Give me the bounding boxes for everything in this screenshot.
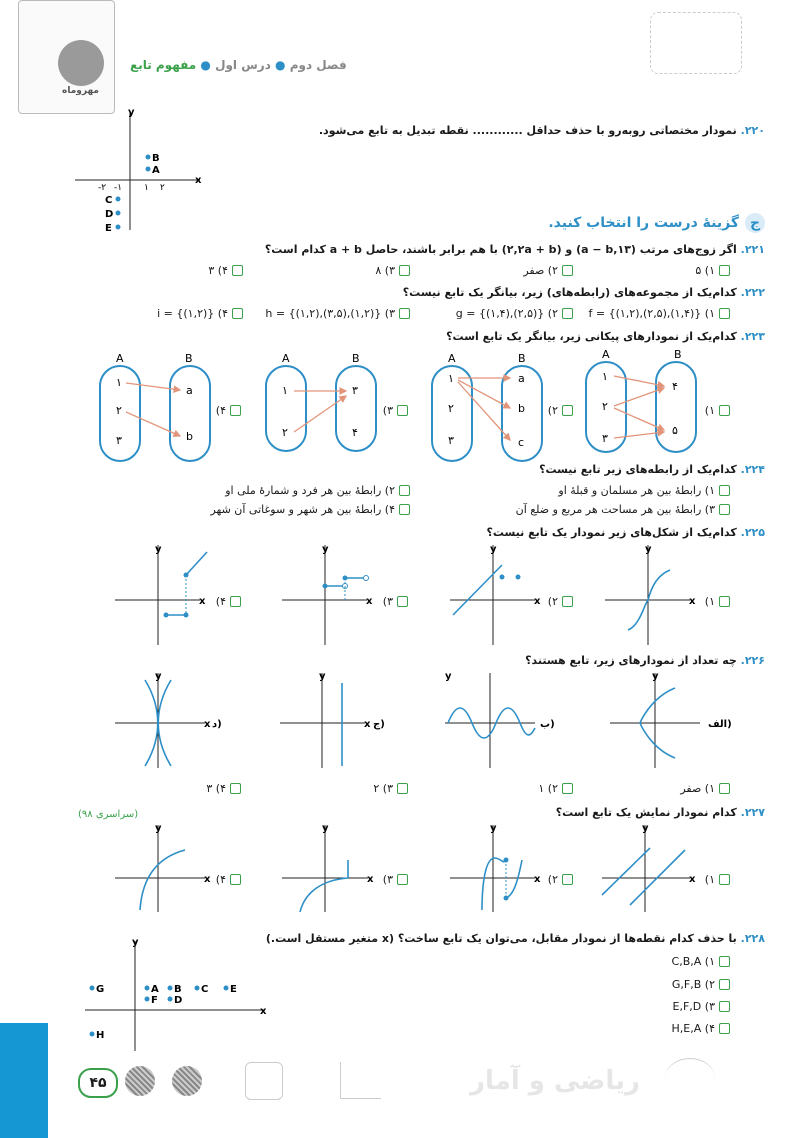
q223-option-4[interactable] [216, 404, 241, 417]
checkbox[interactable] [719, 504, 730, 515]
graph-1 [602, 823, 696, 912]
q222-option-1[interactable] [589, 307, 730, 320]
element: ۱ [282, 384, 288, 397]
option-label: ۴) [215, 404, 226, 417]
header-decoration-right [650, 12, 742, 74]
point-label: A [152, 165, 160, 176]
question-text: کدام‌یک از مجموعه‌های (رابطه‌های) زیر، بیانگر یک تابع نیست؟ [402, 286, 737, 299]
breadcrumb-topic: مفهوم تابع [130, 58, 197, 72]
element: b [518, 402, 525, 415]
q227-graphs [110, 820, 710, 915]
checkbox[interactable] [562, 783, 573, 794]
graph-label: ب) [540, 719, 555, 730]
option-label: ۴) رابطهٔ بین هر شهر و سوغاتی آن شهر [210, 503, 395, 516]
point-C [116, 197, 121, 202]
element: ۳ [352, 384, 358, 397]
checkbox[interactable] [719, 783, 730, 794]
axis-x-label: x [195, 175, 202, 186]
question-text: کدام‌یک از شکل‌های زیر نمودار یک تابع نیست؟ [486, 526, 737, 539]
element: b [186, 430, 193, 443]
footer-umbrella-icon [665, 1058, 715, 1099]
option-label: ۴) [215, 873, 226, 886]
q224-option-1[interactable] [558, 484, 730, 497]
checkbox[interactable] [399, 308, 410, 319]
question-source: (سراسری ۹۸) [78, 809, 139, 820]
checkbox[interactable] [230, 783, 241, 794]
checkbox[interactable] [719, 874, 730, 885]
checkbox[interactable] [719, 596, 730, 607]
option-label: ۳) ۸ [375, 264, 395, 277]
graph-2 [450, 823, 541, 912]
arrow-diagram-3 [266, 352, 376, 451]
q221-option-4[interactable] [208, 264, 243, 277]
axis-y-label: y [652, 671, 659, 682]
checkbox[interactable] [230, 596, 241, 607]
tick-label: -۲ [98, 183, 107, 193]
q223-option-3[interactable] [383, 404, 408, 417]
q221-option-2[interactable] [523, 264, 573, 277]
question-number: ۲۲۵. [740, 526, 765, 539]
tick-label: ۱ [144, 183, 149, 193]
axis-y-label: y [128, 107, 135, 118]
graph-c [280, 671, 385, 768]
axis-y-label: y [132, 937, 139, 948]
question-224 [539, 463, 765, 476]
arrow-diagram-2 [432, 352, 542, 461]
question-text: چه تعداد از نمودارهای زیر، تابع هستند؟ [525, 654, 737, 667]
question-text: کدام نمودار نمایش یک تابع است؟ [555, 806, 737, 819]
q225-option-4[interactable] [216, 595, 241, 608]
logo [58, 40, 104, 86]
element: ۳ [116, 434, 122, 447]
footer-gray-disc [125, 1066, 155, 1096]
option-label: ۴) H,E,A [671, 1022, 715, 1035]
question-227 [556, 806, 765, 819]
point-label: C [201, 984, 209, 995]
option-label: ۴) ۳ [208, 264, 228, 277]
option-label: ۴) i = {(۱,۲)} [157, 307, 228, 320]
graph-2 [450, 544, 541, 645]
q223-option-2[interactable] [548, 404, 573, 417]
option-label: ۴) [215, 595, 226, 608]
question-number: ۲۲۴. [740, 463, 765, 476]
checkbox[interactable] [397, 405, 408, 416]
option-label: ۳) ۲ [373, 782, 393, 795]
set-label: A [282, 352, 290, 365]
element: c [518, 436, 525, 449]
breadcrumb-dot: ● [200, 58, 211, 72]
question-text: با حذف کدام نقطه‌ها از نمودار مقابل، می‌توان یک تابع ساخت؟ (x متغیر مستقل است.) [265, 932, 737, 945]
footer-dice-icon [245, 1062, 283, 1100]
q226-option-1[interactable] [680, 782, 730, 795]
option-label: ۱) [704, 873, 715, 886]
checkbox[interactable] [719, 485, 730, 496]
q228-option-2[interactable] [672, 978, 730, 991]
footer-chart-icon [340, 1062, 381, 1099]
logo-text: مهروماه [62, 86, 99, 96]
checkbox[interactable] [397, 783, 408, 794]
element: ۴ [352, 426, 358, 439]
graph-label: الف) [708, 719, 732, 730]
axis-y-label: y [322, 544, 329, 555]
checkbox[interactable] [397, 874, 408, 885]
option-label: ۲) [547, 873, 558, 886]
question-text: کدام‌یک از رابطه‌های زیر تابع نیست؟ [539, 463, 737, 476]
graph-4 [115, 823, 211, 912]
option-label: ۳) h = {(۱,۲),(۳,۵),(۱,۲)} [265, 307, 395, 320]
q220-graph [70, 105, 210, 235]
section-title: گزینهٔ درست را انتخاب کنید. [548, 215, 739, 231]
element: ۱ [448, 372, 454, 385]
graph-label: د) [212, 719, 222, 730]
breadcrumb-lesson: درس اول [215, 58, 271, 72]
q224-option-2[interactable] [225, 484, 410, 497]
tick-label: ۲ [160, 183, 165, 193]
set-label: B [185, 352, 193, 365]
page-number [78, 1068, 118, 1098]
question-221 [265, 243, 765, 256]
checkbox[interactable] [719, 956, 730, 967]
option-label: ۲) صفر [523, 264, 558, 277]
axis-x-label: x [199, 596, 206, 607]
breadcrumb-chapter: فصل دوم [289, 58, 347, 72]
question-number: ۲۲۲. [740, 286, 765, 299]
arrow-diagram-4 [100, 352, 210, 461]
point-label: D [105, 209, 114, 220]
point-E [116, 225, 121, 230]
element: ۲ [448, 402, 454, 415]
q221-option-1[interactable] [695, 264, 730, 277]
q223-option-1[interactable] [705, 404, 730, 417]
option-label: ۲) [547, 595, 558, 608]
question-226 [525, 654, 765, 667]
question-number: ۲۲۰. [740, 124, 765, 137]
q227-option-3[interactable] [383, 873, 408, 886]
q225-option-3[interactable] [383, 595, 408, 608]
checkbox[interactable] [562, 874, 573, 885]
axis-x-label: x [204, 719, 211, 730]
graph-label: ج) [373, 719, 385, 730]
option-label: ۳) E,F,D [672, 1000, 715, 1013]
axis-y-label: y [322, 823, 329, 834]
tick-label: -۱ [114, 183, 123, 193]
q225-option-2[interactable] [548, 595, 573, 608]
q225-option-1[interactable] [705, 595, 730, 608]
axis-x-label: x [689, 596, 696, 607]
q224-option-4[interactable] [210, 503, 410, 516]
graph-3 [282, 823, 374, 912]
footer-watermark: ریاضی و آمار [470, 1066, 640, 1096]
option-label: ۱) رابطهٔ بین هر مسلمان و قبلهٔ او [558, 484, 715, 497]
checkbox[interactable] [562, 405, 573, 416]
option-label: ۱) C,B,A [671, 955, 715, 968]
page-number-text: ۴۵ [89, 1075, 107, 1091]
option-label: ۱) [704, 595, 715, 608]
set-label: A [116, 352, 124, 365]
q227-option-2[interactable] [548, 873, 573, 886]
q226-graphs [110, 668, 740, 773]
set-label: A [602, 348, 610, 361]
element: ۳ [602, 432, 608, 445]
point-label: B [174, 984, 182, 995]
arrow-diagram-1 [586, 348, 696, 452]
point-label: D [174, 995, 183, 1006]
point-label: H [96, 1030, 105, 1041]
graph-3 [282, 544, 373, 645]
element: ۲ [116, 404, 122, 417]
q221-option-3[interactable] [375, 264, 410, 277]
q222-option-3[interactable] [265, 307, 410, 320]
checkbox[interactable] [230, 874, 241, 885]
checkbox[interactable] [719, 405, 730, 416]
set-label: A [448, 352, 456, 365]
point-label: B [152, 153, 160, 164]
question-text: کدام‌یک از نمودارهای پیکانی زیر، بیانگر یک تابع است؟ [446, 330, 737, 343]
graph-1 [605, 544, 696, 645]
graph-4 [115, 544, 207, 645]
checkbox[interactable] [562, 265, 573, 276]
checkbox[interactable] [719, 308, 730, 319]
question-number: ۲۲۳. [740, 330, 765, 343]
question-number: ۲۲۱. [740, 243, 765, 256]
element: ۳ [448, 434, 454, 447]
axis-y-label: y [155, 544, 162, 555]
q224-option-3[interactable] [516, 503, 730, 516]
axis-y-label: y [155, 823, 162, 834]
set-label: B [352, 352, 360, 365]
q228-option-1[interactable] [672, 955, 730, 968]
question-number: ۲۲۶. [740, 654, 765, 667]
question-220 [319, 124, 765, 137]
section-letter: ج [745, 213, 765, 233]
section-heading [548, 213, 765, 233]
axis-y-label: y [490, 823, 497, 834]
q228-option-3[interactable] [673, 1000, 730, 1013]
axis-x-label: x [364, 719, 371, 730]
axis-x-label: x [260, 1006, 267, 1017]
checkbox[interactable] [719, 1023, 730, 1034]
q228-option-4[interactable] [672, 1022, 730, 1035]
option-label: ۱) [704, 404, 715, 417]
point-label: A [151, 984, 159, 995]
checkbox[interactable] [397, 596, 408, 607]
option-label: ۴) ۳ [206, 782, 226, 795]
option-label: ۲) g = {(۱,۴),(۲,۵)} [455, 307, 558, 320]
graph-b [445, 671, 555, 768]
point-label: C [105, 195, 113, 206]
axis-y-label: y [645, 544, 652, 555]
question-text: اگر زوج‌های مرتب (a − b,۱۳) و (۲,۲a + b) با هم برابر باشند، حاصل a + b کدام است؟ [264, 243, 737, 256]
option-label: ۳) [382, 873, 393, 886]
point-label: E [230, 984, 237, 995]
axis-y-label: y [490, 544, 497, 555]
q226-option-2[interactable] [538, 782, 573, 795]
checkbox[interactable] [562, 596, 573, 607]
point-label: G [96, 984, 105, 995]
option-label: ۳) [382, 404, 393, 417]
checkbox[interactable] [232, 265, 243, 276]
checkbox[interactable] [719, 979, 730, 990]
q222-option-2[interactable] [456, 307, 573, 320]
checkbox[interactable] [399, 504, 410, 515]
element: ۵ [672, 424, 678, 437]
option-label: ۱) صفر [680, 782, 715, 795]
checkbox[interactable] [230, 405, 241, 416]
axis-x-label: x [367, 874, 374, 885]
axis-y-label: y [642, 823, 649, 834]
q226-option-3[interactable] [373, 782, 408, 795]
q222-option-4[interactable] [157, 307, 243, 320]
option-label: ۲) G,F,B [671, 978, 715, 991]
footer-gray-disc [172, 1066, 202, 1096]
graph-d [115, 671, 222, 768]
element: ۱ [116, 376, 122, 389]
checkbox[interactable] [719, 1001, 730, 1012]
option-label: ۱) ۵ [695, 264, 715, 277]
q225-graphs [110, 540, 710, 650]
checkbox[interactable] [399, 485, 410, 496]
point-label: F [151, 995, 158, 1006]
axis-y-label: y [445, 671, 452, 682]
q227-option-1[interactable] [705, 873, 730, 886]
graph-a [610, 671, 732, 768]
option-label: ۲) [547, 404, 558, 417]
q227-option-4[interactable] [216, 873, 241, 886]
axis-x-label: x [534, 874, 541, 885]
checkbox[interactable] [562, 308, 573, 319]
checkbox[interactable] [719, 265, 730, 276]
point-B [146, 155, 151, 160]
point-label: E [105, 223, 112, 234]
element: ۱ [602, 370, 608, 383]
axis-y-label: y [319, 671, 326, 682]
q228-graph [80, 933, 275, 1055]
question-text: نمودار مختصاتی روبه‌رو با حذف حداقل ............ نقطه تبدیل به تابع می‌شود. [318, 124, 737, 137]
set-label: B [674, 348, 682, 361]
option-label: ۳) رابطهٔ بین هر مساحت هر مربع و ضلع آن [515, 503, 715, 516]
point-A [146, 167, 151, 172]
element: a [186, 384, 193, 397]
breadcrumb-dot: ● [275, 58, 286, 72]
option-label: ۲) ۱ [538, 782, 558, 795]
axis-y-label: y [155, 671, 162, 682]
axis-x-label: x [204, 874, 211, 885]
checkbox[interactable] [399, 265, 410, 276]
question-223 [446, 330, 765, 343]
element: ۲ [602, 400, 608, 413]
footer-blue-band [0, 1023, 48, 1138]
question-225 [486, 526, 765, 539]
question-number: ۲۲۷. [740, 806, 765, 819]
header-breadcrumb [130, 58, 347, 72]
axis-x-label: x [534, 596, 541, 607]
element: a [518, 372, 525, 385]
option-label: ۱) f = {(۱,۲),(۲,۵),(۱,۴)} [588, 307, 715, 320]
element: ۴ [672, 380, 678, 393]
question-228 [266, 932, 765, 945]
option-label: ۲) رابطهٔ بین هر فرد و شمارهٔ ملی او [225, 484, 395, 497]
option-label: ۳) [382, 595, 393, 608]
element: ۲ [282, 426, 288, 439]
set-label: B [518, 352, 526, 365]
checkbox[interactable] [232, 308, 243, 319]
axis-x-label: x [689, 874, 696, 885]
question-number: ۲۲۸. [740, 932, 765, 945]
q226-option-4[interactable] [206, 782, 241, 795]
axis-x-label: x [366, 596, 373, 607]
question-222 [403, 286, 765, 299]
point-D [116, 211, 121, 216]
